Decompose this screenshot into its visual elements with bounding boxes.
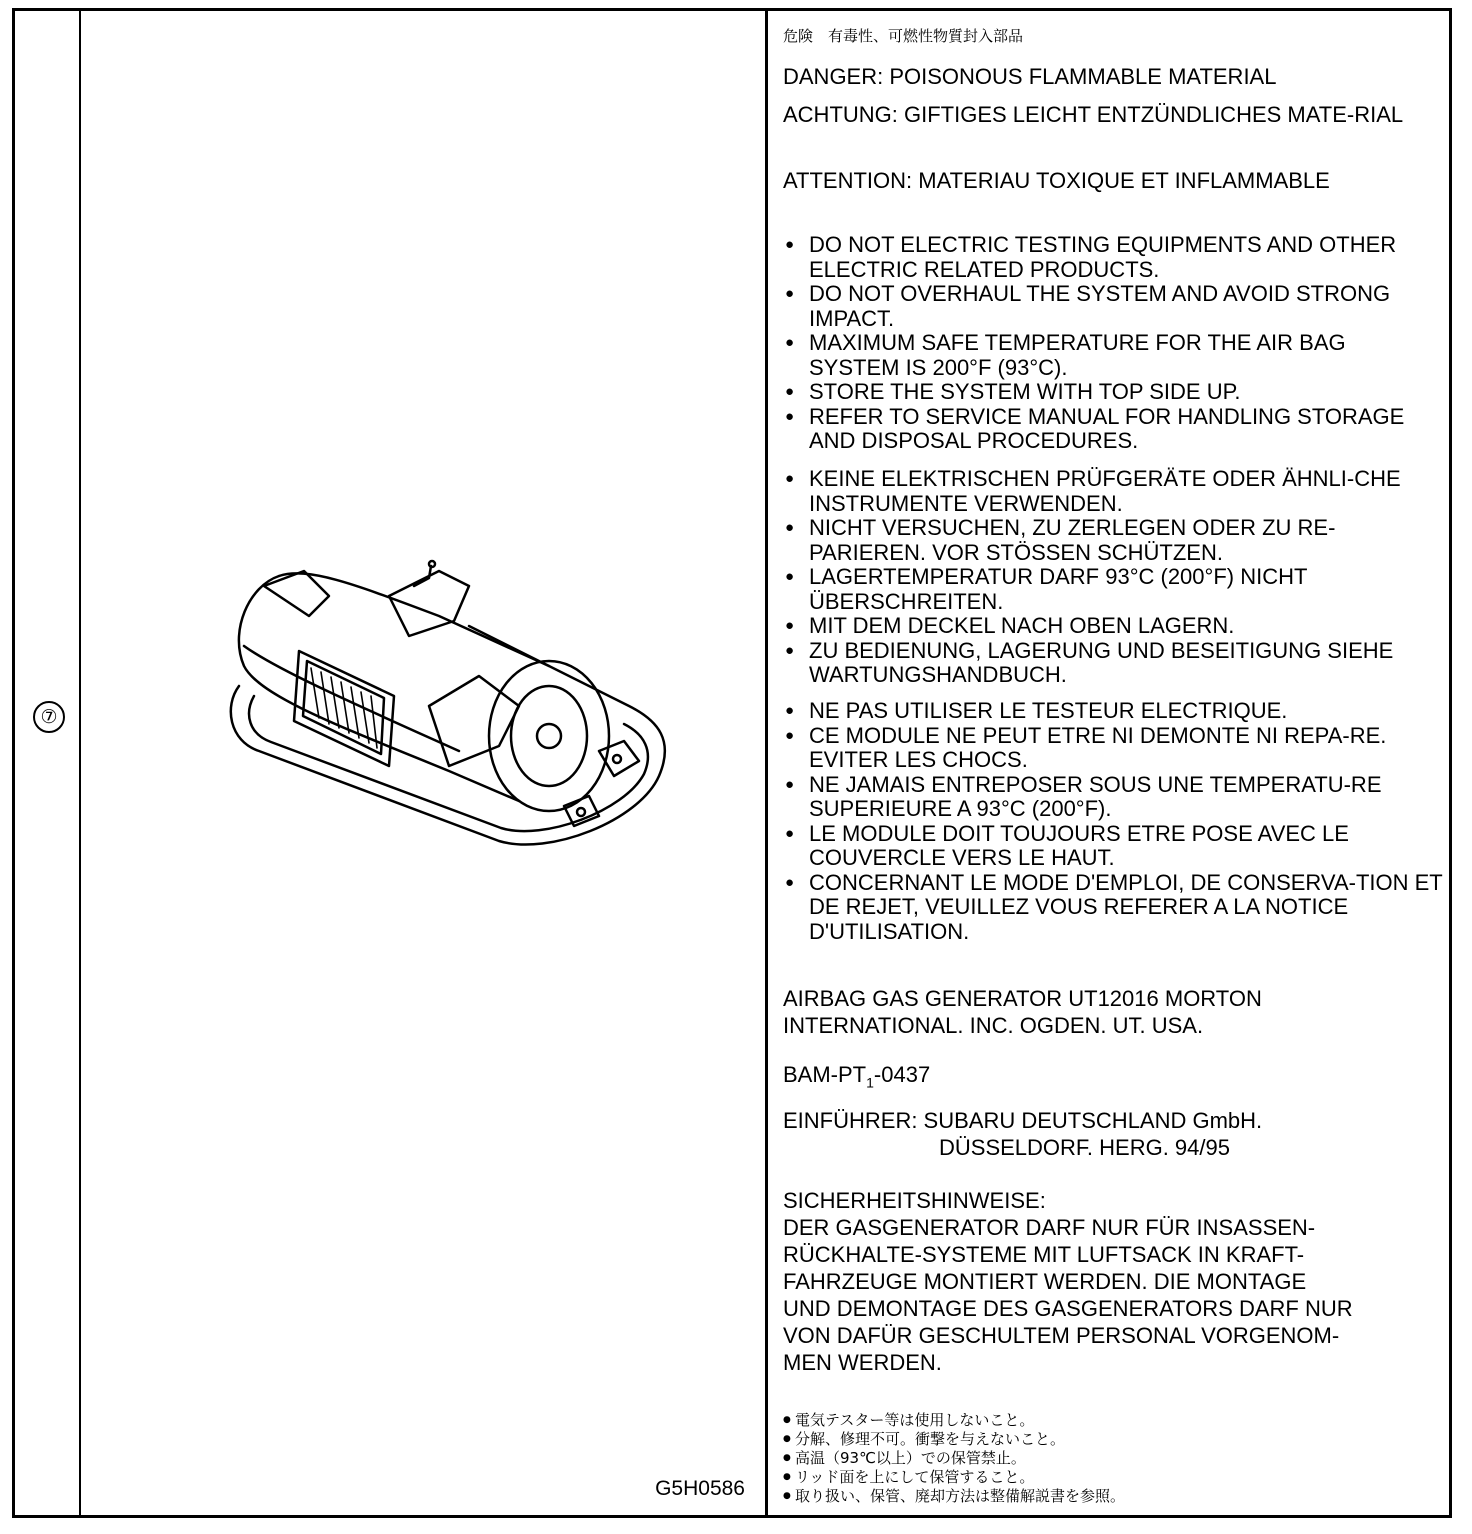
list-item: ● MIT DEM DECKEL NACH OBEN LAGERN. xyxy=(783,614,1443,639)
bam-subscript: 1 xyxy=(866,1074,874,1091)
figure-id: G5H0586 xyxy=(655,1477,745,1500)
bullets-en xyxy=(783,233,1423,454)
list-item: ● CONCERNANT LE MODE D'EMPLOI, DE CONSERVA-TION ET DE REJET, VEUILLEZ VOUS REFERER A LA NOTICE D'UTILISATION. xyxy=(783,871,1443,945)
bam-code xyxy=(783,1061,1423,1096)
safety-heading: SICHERHEITSHINWEISE: xyxy=(783,1188,1046,1213)
list-item: ● 取り扱い、保管、廃却方法は整備解説書を参照。 xyxy=(783,1487,1423,1506)
importer-line-2: DÜSSELDORF. HERG. 94/95 xyxy=(939,1135,1230,1160)
list-item: ● MAXIMUM SAFE TEMPERATURE FOR THE AIR BAG SYSTEM IS 200°F (93°C). xyxy=(783,331,1423,380)
bam-prefix: BAM-PT xyxy=(783,1062,867,1087)
safety-line: FAHRZEUGE MONTIERT WERDEN. DIE MONTAGE xyxy=(783,1269,1307,1294)
safety-line: VON DAFÜR GESCHULTEM PERSONAL VORGENOM- xyxy=(783,1323,1340,1348)
generator-line-2: INTERNATIONAL. INC. OGDEN. UT. USA. xyxy=(783,1013,1204,1038)
row-number: ⑦ xyxy=(33,701,65,733)
importer-line-1: EINFÜHRER: SUBARU DEUTSCHLAND GmbH. xyxy=(783,1108,1263,1133)
list-item: ● LE MODULE DOIT TOUJOURS ETRE POSE AVEC LE COUVERCLE VERS LE HAUT. xyxy=(783,822,1443,871)
generator-info xyxy=(783,985,1423,1039)
list-item: ● DO NOT OVERHAUL THE SYSTEM AND AVOID STRONG IMPACT. xyxy=(783,282,1423,331)
list-item: ● 電気テスター等は使用しないこと。 xyxy=(783,1411,1423,1430)
number-column xyxy=(15,11,81,1515)
list-item: ● リッド面を上にして保管すること。 xyxy=(783,1468,1423,1487)
bullets-fr xyxy=(783,699,1443,944)
text-column xyxy=(767,11,1449,1515)
list-item: ● CE MODULE NE PEUT ETRE NI DEMONTE NI REPA-RE. EVITER LES CHOCS. xyxy=(783,724,1443,773)
list-item: ● DO NOT ELECTRIC TESTING EQUIPMENTS AND OTHER ELECTRIC RELATED PRODUCTS. xyxy=(783,233,1423,282)
safety-line: RÜCKHALTE-SYSTEME MIT LUFTSACK IN KRAFT- xyxy=(783,1242,1305,1267)
generator-line-1: AIRBAG GAS GENERATOR UT12016 MORTON xyxy=(783,986,1262,1011)
safety-line: DER GASGENERATOR DARF NUR FÜR INSASSEN- xyxy=(783,1215,1316,1240)
list-item: ● ZU BEDIENUNG, LAGERUNG UND BESEITIGUNG SIEHE WARTUNGSHANDBUCH. xyxy=(783,639,1443,688)
danger-header-de: ACHTUNG: GIFTIGES LEICHT ENTZÜNDLICHES MATE-RIAL xyxy=(783,102,1404,127)
safety-line: UND DEMONTAGE DES GASGENERATORS DARF NUR xyxy=(783,1296,1353,1321)
safety-notes xyxy=(783,1187,1443,1376)
bullets-de xyxy=(783,467,1443,688)
label-table xyxy=(12,8,1452,1518)
list-item: ● NICHT VERSUCHEN, ZU ZERLEGEN ODER ZU RE-PARIEREN. VOR STÖSSEN SCHÜTZEN. xyxy=(783,516,1443,565)
bullets-jp xyxy=(783,1411,1423,1506)
danger-header-fr: ATTENTION: MATERIAU TOXIQUE ET INFLAMMABLE xyxy=(783,168,1330,193)
list-item: ● NE JAMAIS ENTREPOSER SOUS UNE TEMPERATU-RE SUPERIEURE A 93°C (200°F). xyxy=(783,773,1443,822)
bam-suffix: -0437 xyxy=(873,1062,931,1087)
airbag-module-illustration xyxy=(219,556,679,856)
list-item: ● REFER TO SERVICE MANUAL FOR HANDLING STORAGE AND DISPOSAL PROCEDURES. xyxy=(783,405,1423,454)
figure-column xyxy=(79,11,768,1515)
jp-danger-title: 危険 有毒性、可燃性物質封入部品 xyxy=(783,27,1024,45)
list-item: ● KEINE ELEKTRISCHEN PRÜFGERÄTE ODER ÄHNLI-CHE INSTRUMENTE VERWENDEN. xyxy=(783,467,1443,516)
importer-info xyxy=(783,1107,1423,1161)
list-item: ● STORE THE SYSTEM WITH TOP SIDE UP. xyxy=(783,380,1423,405)
safety-line: MEN WERDEN. xyxy=(783,1350,942,1375)
list-item: ● NE PAS UTILISER LE TESTEUR ELECTRIQUE. xyxy=(783,699,1443,724)
list-item: ● 分解、修理不可。衝撃を与えないこと。 xyxy=(783,1430,1423,1449)
list-item: ● 高温（93℃以上）での保管禁止。 xyxy=(783,1449,1423,1468)
danger-header-en: DANGER: POISONOUS FLAMMABLE MATERIAL xyxy=(783,64,1277,89)
list-item: ● LAGERTEMPERATUR DARF 93°C (200°F) NICHT ÜBERSCHREITEN. xyxy=(783,565,1443,614)
